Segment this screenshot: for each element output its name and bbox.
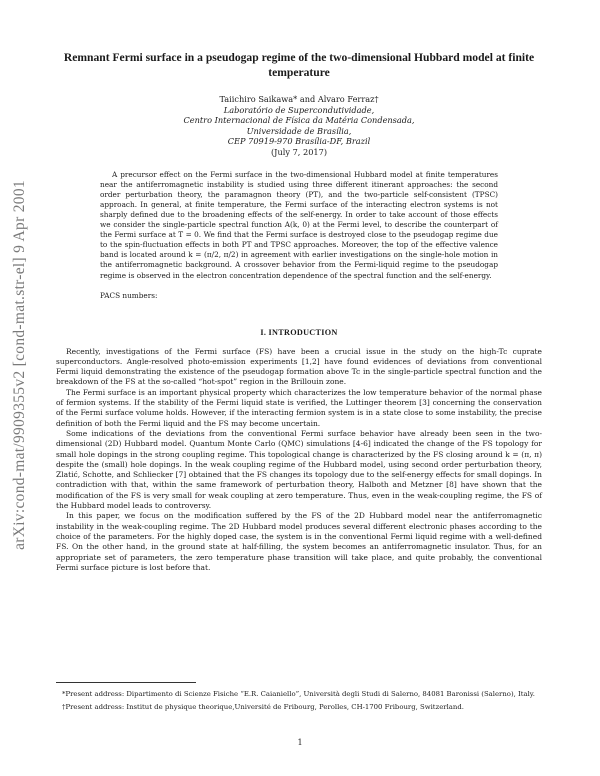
author-block <box>56 94 542 158</box>
introduction-body <box>56 347 542 574</box>
body-paragraph: In this paper, we focus on the modification suffered by the FS of the 2D Hubbard model near the antiferromagnetic instability in the weak-coupling regime. The 2D Hubbard model produces several different electronic phases according to the choice of the parameters. For the highly doped case, the system is in the conventional Fermi liquid regime with a well-defined FS. On the other hand, in the ground state at half-filling, the system becomes an antiferromagnetic insulator. Thus, for an appropriate set of parameters, the zero temperature phase transition will take place, and quite probably, the conventional Fermi surface picture is lost before that. <box>56 511 542 572</box>
footnote: †Present address: Institut de physique theorique,Université de Fribourg, Perolles, CH-1700 Fribourg, Switzerland. <box>62 703 464 711</box>
paper-content <box>56 50 542 573</box>
body-paragraph: The Fermi surface is an important physical property which characterizes the low temperature behavior of the normal phase of fermion systems. If the stability of the Fermi liquid state is verified, the Luttinger theorem [3] concerning the conservation of the Fermi surface volume holds. However, if the interacting fermion system is in a state close to some instability, the precise definition of both the Fermi liquid and the FS may become uncertain. <box>56 387 542 428</box>
body-paragraph: Recently, investigations of the Fermi surface (FS) have been a crucial issue in the study on the high-Tc cuprate superconductors. Angle-resolved photo-emission experiments [1,2] have found evidences of deviations from conventional Fermi liquid demonstrating the existence of the pseudogap formation above Tc in the single-particle spectral function and the breakdown of the FS at the so-called “hot-spot” region in the Brillouin zone. <box>56 346 542 387</box>
affiliation-line: Laboratório de Supercondutividade, <box>223 104 375 115</box>
pacs-numbers: PACS numbers: <box>100 290 158 300</box>
arxiv-stamp-container <box>4 130 36 600</box>
arxiv-stamp: arXiv:cond-mat/9909355v2 [cond-mat.str-el] 9 Apr 2001 <box>11 180 29 550</box>
footnotes <box>56 689 542 715</box>
footnote: *Present address: Dipartimento di Scienze Fisiche “E.R. Caianiello”, Università degli Studi di Salerno, 84081 Baronissi (Salerno), Italy. <box>62 690 535 698</box>
affiliation-line: CEP 70919-970 Brasília-DF, Brazil <box>227 136 371 147</box>
paper-title: Remnant Fermi surface in a pseudogap regime of the two-dimensional Hubbard model at finite temperature <box>63 51 535 79</box>
body-paragraph: Some indications of the deviations from the conventional Fermi surface behavior have already been seen in the two-dimensional (2D) Hubbard model. Quantum Monte Carlo (QMC) simulations [4-6] indicated the change of the FS topology for small hole dopings in the strong coupling regime. This topological change is characterized by the FS closing around k = (π, π) despite the (small) hole dopings. In the weak coupling regime of the Hubbard model, using second order perturbation theory, Zlatić, Schotte, and Schliecker [7] obtained that the FS changes its topology due to the self-energy effects for small dopings. In contradiction with that, within the same framework of perturbation theory, Halboth and Metzner [8] have shown that the modification of the FS is very small for weak coupling at zero temperature. Thus, even in the weak-coupling regime, the FS of the Hubbard model leads to controversy. <box>56 428 542 511</box>
affiliation-line: Universidade de Brasília, <box>246 125 352 136</box>
paper-date: (July 7, 2017) <box>270 146 328 157</box>
affiliation-line: Centro Internacional de Física da Matéria Condensada, <box>183 115 415 126</box>
author-names: Taiichiro Saikawa* and Alvaro Ferraz† <box>219 94 379 104</box>
section-heading: I. INTRODUCTION <box>260 327 338 337</box>
footnote-rule <box>56 682 196 683</box>
abstract: A precursor effect on the Fermi surface in the two-dimensional Hubbard model at finite temperatures near the antiferromagnetic instability is studied using three different itinerant approaches: the second order perturbation theory, the paramagnon theory (PT), and the two-particle self-consistent (TPSC) approach. In general, at finite temperature, the Fermi surface of the interacting electron systems is not sharply defined due to the broadening effects of the self-energy. In order to take account of those effects we consider the single-particle spectral function A(k, 0) at the Fermi level, to describe the counterpart of the Fermi surface at T = 0. We find that the Fermi surface is destroyed close to the pseudogap regime due to the spin-fluctuation effects in both PT and TPSC approaches. Moreover, the top of the effective valence band is located around k = (π/2, π/2) in agreement with earlier investigations on the single-hole motion in the antiferromagnetic background. A crossover behavior from the Fermi-liquid regime to the pseudogap regime is observed in the electron concentration dependence of the spectral function and the self-energy. <box>100 169 498 280</box>
page-number: 1 <box>297 738 303 747</box>
